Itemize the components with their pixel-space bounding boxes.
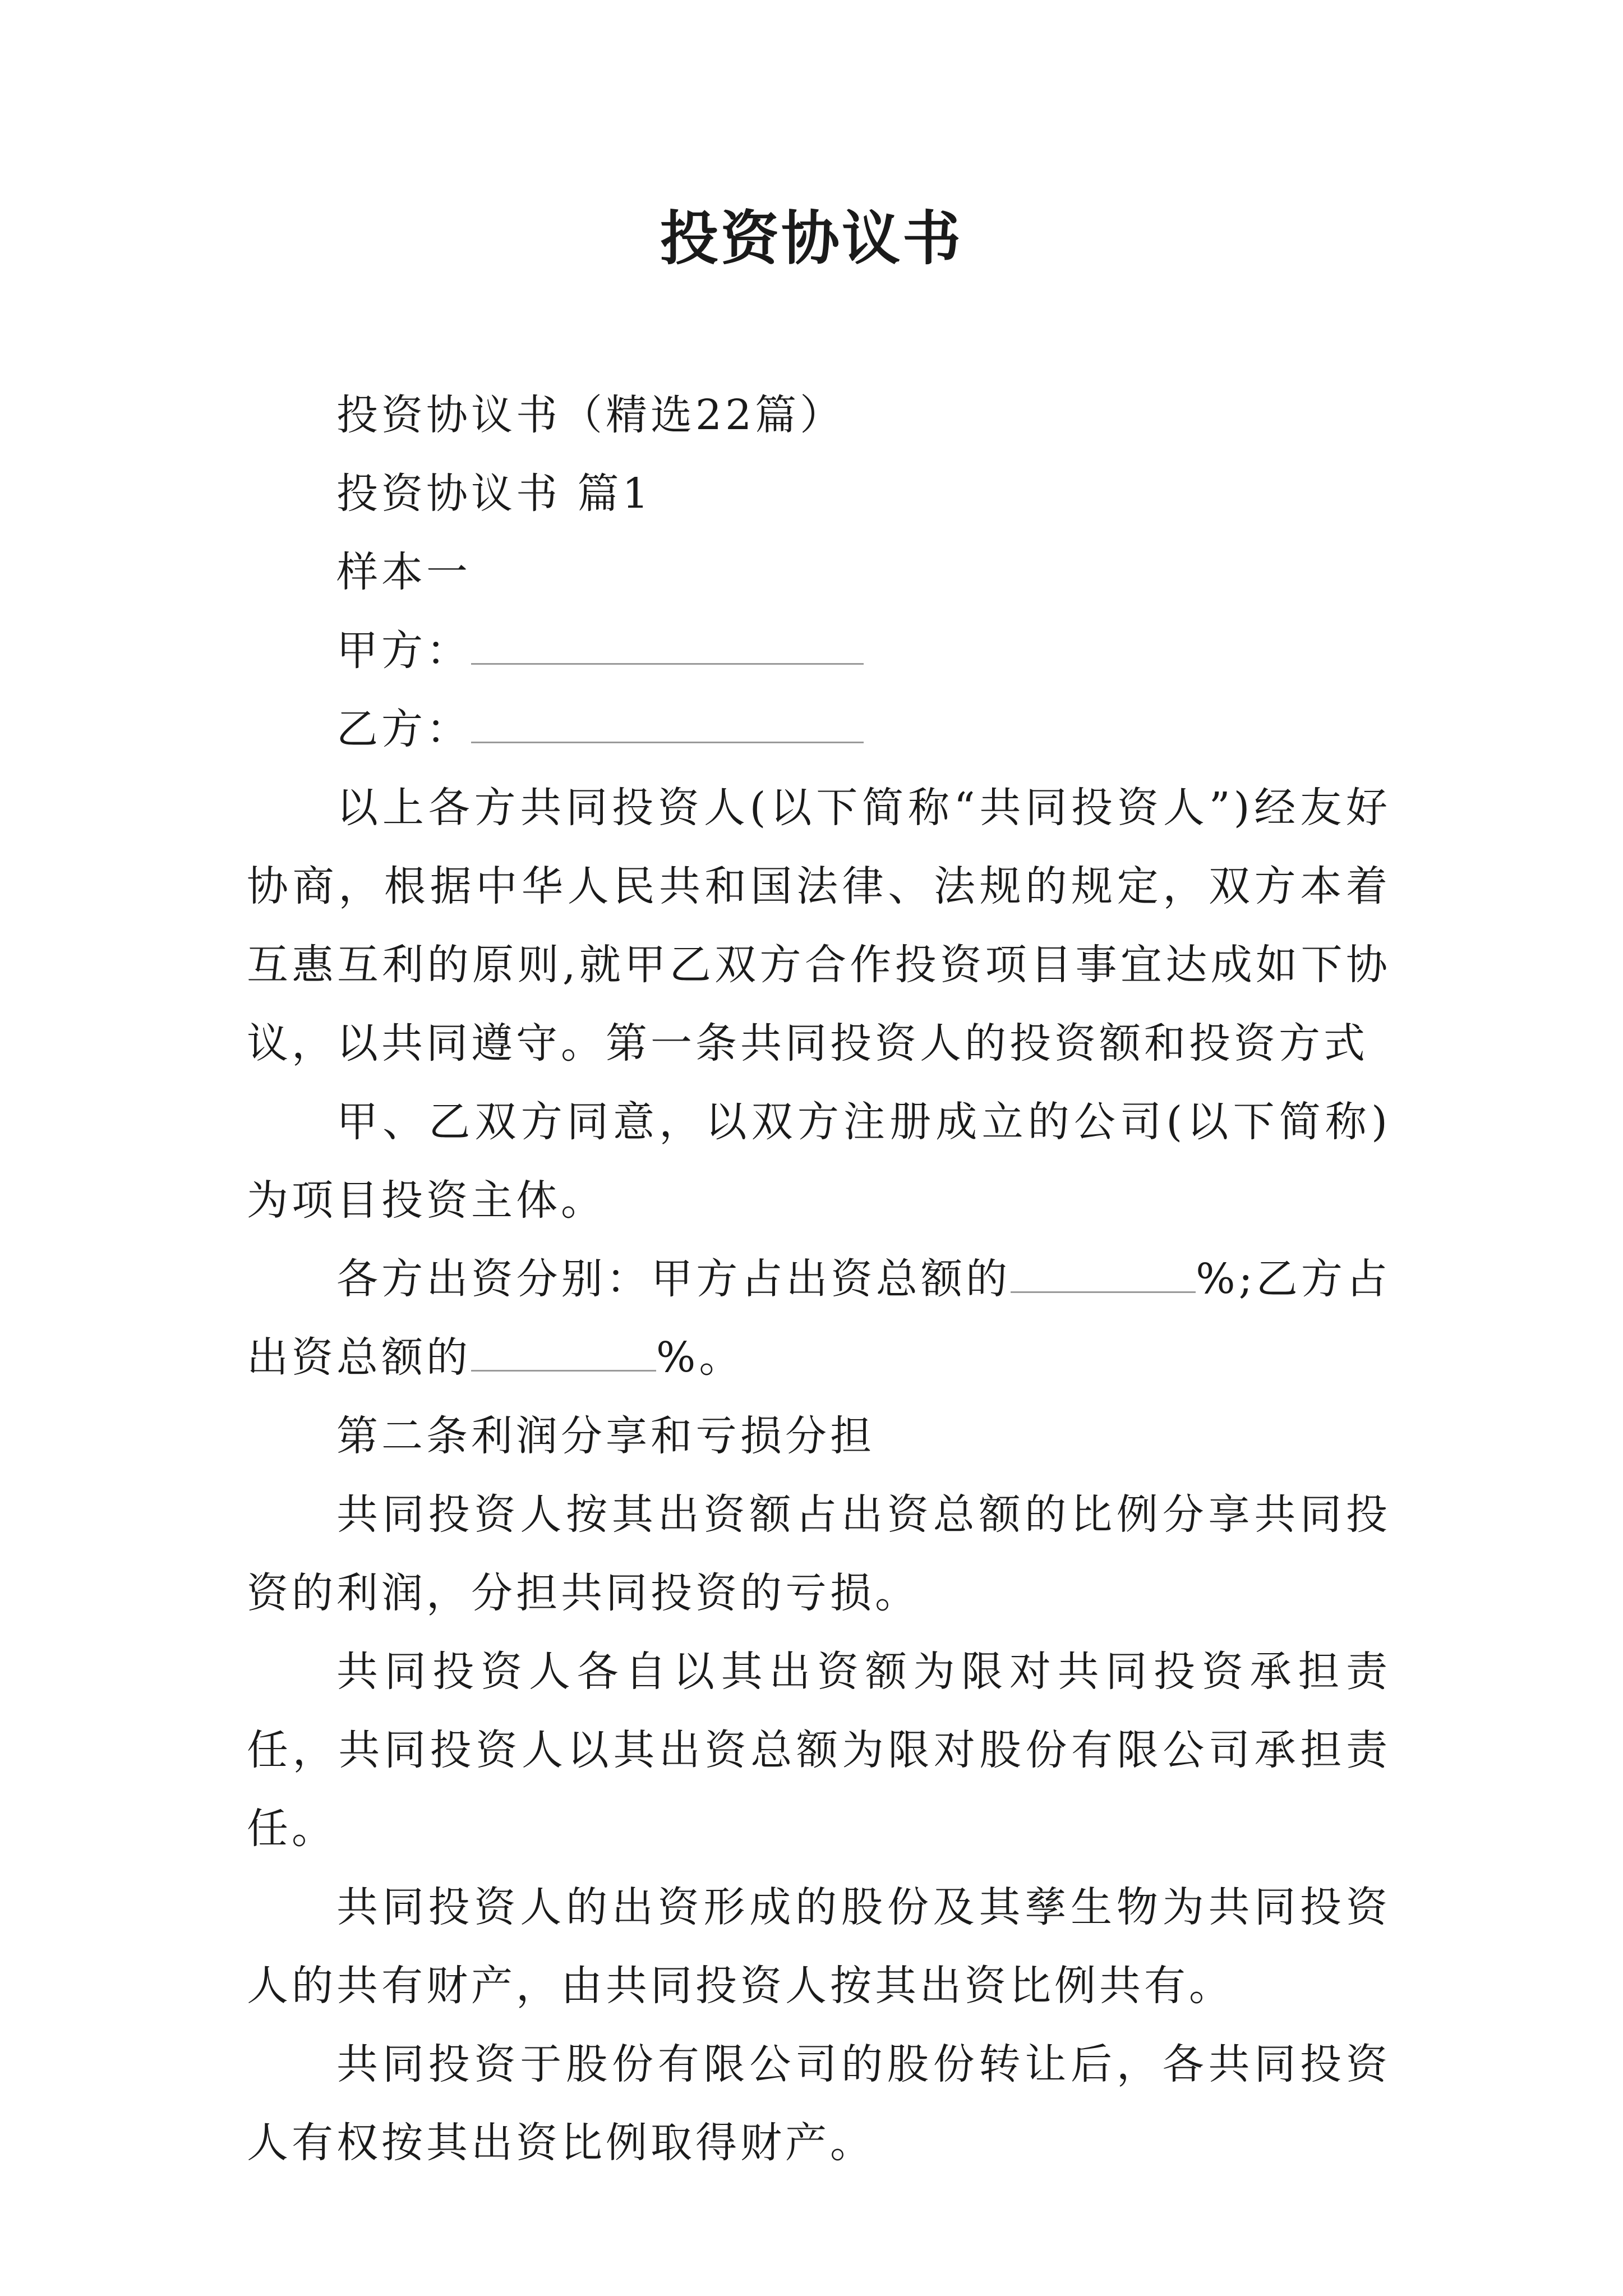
party-b-line — [247, 690, 1391, 769]
party-a-blank — [471, 629, 864, 665]
sample-label: 样本一 — [336, 548, 471, 596]
paragraph-contribution-ratio — [247, 1240, 1391, 1397]
contribution-text-a: 各方出资分别：甲方占出资总额的 — [336, 1255, 1011, 1303]
party-a-line — [247, 611, 1391, 690]
chapter-heading: 投资协议书 篇1 — [336, 470, 652, 518]
paragraph-liability: 共同投资人各自以其出资额为限对共同投资承担责任，共同投资人以其出资总额为限对股份有限公司承担责任。 — [247, 1648, 1391, 1853]
page-title: 投资协议书 — [660, 204, 963, 273]
party-a-percent-blank — [1011, 1258, 1196, 1293]
contribution-text-c: %。 — [656, 1333, 744, 1382]
paragraph-preamble: 以上各方共同投资人(以下简称“共同投资人”)经友好协商，根据中华人民共和国法律、法规的规定，双方本着互惠互利的原则,就甲乙双方合作投资项目事宜达成如下协议，以共同遵守。第一条共同投资人的投资额和投资方式 — [247, 784, 1391, 1068]
party-a-label: 甲方： — [336, 627, 471, 675]
paragraph-share-transfer: 共同投资于股份有限公司的股份转让后，各共同投资人有权按其出资比例取得财产。 — [247, 2040, 1391, 2167]
party-b-label: 乙方： — [336, 705, 471, 753]
party-b-blank — [471, 708, 864, 743]
paragraph-common-property: 共同投资人的出资形成的股份及其孳生物为共同投资人的共有财产，由共同投资人按其出资比例共有。 — [247, 1883, 1391, 2010]
document-body — [247, 376, 1391, 2182]
article-2-heading: 第二条利润分享和亏损分担 — [336, 1412, 875, 1460]
subtitle: 投资协议书（精选22篇） — [336, 391, 845, 439]
paragraph-investment-entity: 甲、乙双方同意，以双方注册成立的公司(以下简称)为项目投资主体。 — [247, 1098, 1391, 1225]
paragraph-profit-sharing: 共同投资人按其出资额占出资总额的比例分享共同投资的利润，分担共同投资的亏损。 — [247, 1490, 1391, 1617]
contribution-text-b: %;乙方占出资总额的 — [247, 1255, 1391, 1382]
party-b-percent-blank — [471, 1336, 656, 1372]
